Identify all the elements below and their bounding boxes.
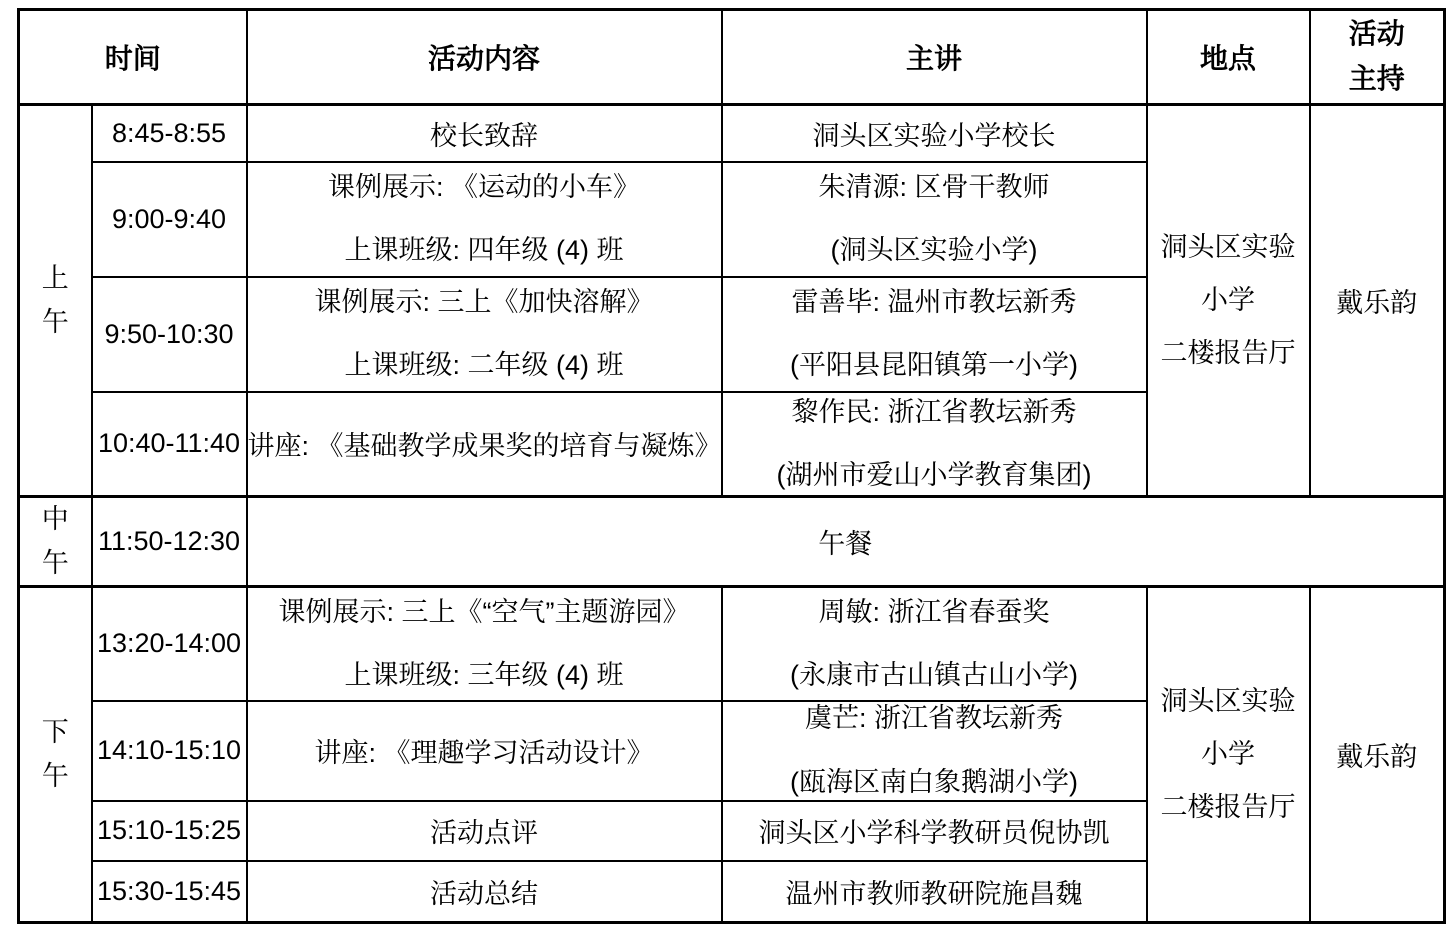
schedule-table bbox=[17, 8, 1446, 924]
time-cell: 10:40-11:40 bbox=[92, 392, 247, 497]
activity-cell: 校长致辞 bbox=[247, 105, 722, 162]
speaker-cell bbox=[722, 587, 1147, 701]
activity-cell: 讲座: 《基础教学成果奖的培育与凝炼》 bbox=[247, 392, 722, 497]
location-cell-afternoon bbox=[1147, 587, 1310, 923]
activity-line: 上课班级: 三年级 (4) 班 bbox=[344, 659, 624, 690]
time-cell: 15:30-15:45 bbox=[92, 861, 247, 923]
speaker-line: (洞头区实验小学) bbox=[830, 235, 1038, 265]
speaker-cell: 洞头区实验小学校长 bbox=[722, 105, 1147, 162]
speaker-line: (平阳县昆阳镇第一小学) bbox=[790, 350, 1078, 380]
activity-line: 课例展示: 三上《加快溶解》 bbox=[314, 286, 654, 317]
speaker-cell bbox=[722, 162, 1147, 277]
period-afternoon-char: 午 bbox=[41, 760, 69, 791]
activity-line: 课例展示: 《运动的小车》 bbox=[328, 171, 641, 202]
header-host-line: 主持 bbox=[1348, 63, 1405, 94]
activity-line: 上课班级: 二年级 (4) 班 bbox=[344, 350, 624, 380]
header-speaker: 主讲 bbox=[722, 10, 1147, 105]
speaker-line: (永康市古山镇古山小学) bbox=[790, 659, 1078, 690]
header-activity: 活动内容 bbox=[247, 10, 722, 105]
time-cell: 14:10-15:10 bbox=[92, 701, 247, 801]
speaker-cell bbox=[722, 277, 1147, 392]
period-afternoon-char: 下 bbox=[41, 716, 69, 747]
location-line: 洞头区实验 bbox=[1160, 685, 1296, 716]
time-cell: 15:10-15:25 bbox=[92, 801, 247, 861]
speaker-cell bbox=[722, 392, 1147, 497]
activity-cell: 讲座: 《理趣学习活动设计》 bbox=[247, 701, 722, 801]
activity-cell bbox=[247, 587, 722, 701]
time-cell: 13:20-14:00 bbox=[92, 587, 247, 701]
activity-cell: 活动总结 bbox=[247, 861, 722, 923]
speaker-line: 雷善毕: 温州市教坛新秀 bbox=[791, 286, 1077, 317]
time-cell: 8:45-8:55 bbox=[92, 105, 247, 162]
period-noon bbox=[19, 497, 92, 587]
period-morning-char: 午 bbox=[41, 306, 69, 337]
time-cell: 9:00-9:40 bbox=[92, 162, 247, 277]
lunch-cell: 午餐 bbox=[247, 497, 1445, 587]
period-noon-char: 午 bbox=[41, 547, 69, 578]
speaker-line: 黎作民: 浙江省教坛新秀 bbox=[791, 396, 1077, 427]
speaker-cell: 洞头区小学科学教研员倪协凯 bbox=[722, 801, 1147, 861]
location-line: 小学 bbox=[1201, 738, 1256, 769]
speaker-line: (瓯海区南白象鹅湖小学) bbox=[790, 766, 1078, 797]
speaker-cell: 温州市教师教研院施昌魏 bbox=[722, 861, 1147, 923]
activity-cell bbox=[247, 277, 722, 392]
location-line: 二楼报告厅 bbox=[1160, 792, 1296, 823]
time-cell: 9:50-10:30 bbox=[92, 277, 247, 392]
period-morning-char: 上 bbox=[41, 262, 69, 293]
period-morning bbox=[19, 105, 92, 497]
activity-cell bbox=[247, 162, 722, 277]
speaker-line: (湖州市爱山小学教育集团) bbox=[776, 459, 1092, 490]
location-line: 二楼报告厅 bbox=[1160, 338, 1296, 369]
period-noon-char: 中 bbox=[41, 503, 69, 534]
header-location: 地点 bbox=[1147, 10, 1310, 105]
location-line: 小学 bbox=[1201, 284, 1256, 315]
period-afternoon bbox=[19, 587, 92, 923]
speaker-line: 朱清源: 区骨干教师 bbox=[818, 171, 1050, 202]
speaker-cell bbox=[722, 701, 1147, 801]
activity-line: 上课班级: 四年级 (4) 班 bbox=[344, 235, 624, 265]
location-cell-morning bbox=[1147, 105, 1310, 497]
header-time: 时间 bbox=[19, 10, 247, 105]
time-cell: 11:50-12:30 bbox=[92, 497, 247, 587]
host-cell-afternoon: 戴乐韵 bbox=[1310, 587, 1445, 923]
activity-line: 课例展示: 三上《“空气”主题游园》 bbox=[278, 596, 690, 627]
location-line: 洞头区实验 bbox=[1160, 231, 1296, 262]
header-host bbox=[1310, 10, 1445, 105]
host-cell-morning: 戴乐韵 bbox=[1310, 105, 1445, 497]
speaker-line: 虞芒: 浙江省教坛新秀 bbox=[805, 703, 1064, 734]
activity-cell: 活动点评 bbox=[247, 801, 722, 861]
header-host-line: 活动 bbox=[1348, 18, 1405, 50]
speaker-line: 周敏: 浙江省春蚕奖 bbox=[818, 596, 1050, 627]
